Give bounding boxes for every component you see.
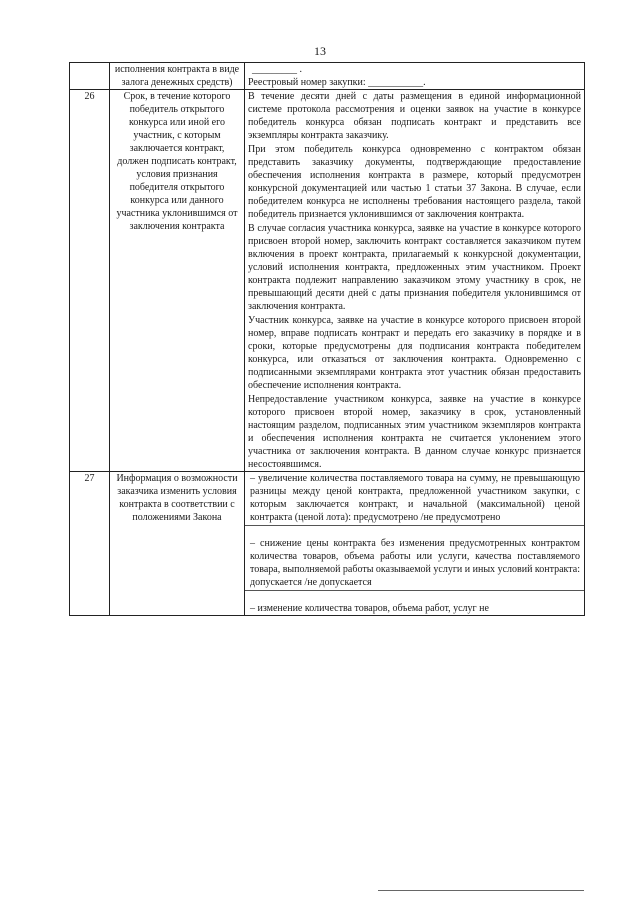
document-table <box>69 62 585 616</box>
page-number: 13 <box>314 44 326 58</box>
row-number: 26 <box>70 90 110 472</box>
row-number: 27 <box>70 472 110 616</box>
row-name: Срок, в течение которого победитель открытого конкурса или иной его участник, с которым заключается контракт, должен подписать контракт, условия признания победителя открытого конкурса или данного участника уклонившимся от заключения контракта <box>110 90 245 472</box>
row-content <box>245 472 585 616</box>
table-row-continuation <box>70 63 585 90</box>
paragraph: Участник конкурса, заявке на участие в конкурсе которого присвоен второй номер, вправе подписать контракт и передать его заказчику в порядке и в сроки, которые предусмотрены для подписания контракта победителем конкурса, или отказаться от заключения контракта. Одновременно с подписанными экземплярами контракта этот участник обязан предоставить обеспечение исполнения контракта. <box>248 315 581 391</box>
row-name: исполнения контракта в виде залога денежных средств) <box>110 63 245 90</box>
registry-number-line: Реестровый номер закупки: ___________. <box>248 77 426 88</box>
row-content <box>245 63 585 90</box>
spacer <box>245 527 584 537</box>
paragraph: При этом победитель конкурса одновременно с контрактом обязан представить заказчику документы, подтверждающие предоставление обеспечения исполнения контракта в размере, который предусмотрен конкурсной документацией или частью 1 статьи 37 Закона. В случае, если победителем конкурса не исполнены требования настоящего раздела, такой победитель признается уклонившимся от заключения контракта. <box>248 144 581 220</box>
paragraph: – изменение количества товаров, объема работ, услуг не <box>250 603 489 614</box>
paragraph: – снижение цены контракта без изменения предусмотренных контрактом количества товаров, объема работы или услуги, качества поставляемого товара, выполняемой работы оказываемой услуги и иных условий контракта: допускается /не допускается <box>245 537 584 591</box>
table-row-26 <box>70 90 585 472</box>
spacer <box>245 592 584 602</box>
table-row-27 <box>70 472 585 616</box>
blank-field: _________ . <box>252 64 302 75</box>
row-name: Информация о возможности заказчика изменить условия контракта в соответствии с положениями Закона <box>110 472 245 616</box>
row-number <box>70 63 110 90</box>
paragraph: – увеличение количества поставляемого товара на сумму, не превышающую разницы между ценой контракта, предложенной участником закупки, с которым заключается контракт, и начальной (максимальной) ценой контракта (ценой лота): предусмотрено /не предусмотрено <box>245 472 584 526</box>
paragraph: Непредоставление участником конкурса, заявке на участие в конкурсе которого присвоен второй номер, заказчику в срок, установленный настоящим разделом, подписанных этим участником экземпляров контракта и обеспечения исполнения контракта не считается уклонением этого участника от заключения контракта. В данном случае конкурс признается несостоявшимся. <box>248 394 581 470</box>
paragraph: В случае согласия участника конкурса, заявке на участие в конкурсе которого присвоен второй номер, заключить контракт составляется заказчиком путем включения в проект контракта, прилагаемый к конкурсной документации, условий исполнения контракта, предложенных этим участником. Проект контракта подлежит направлению заказчиком этому участнику в срок, не превышающий десяти дней с даты признания победителя уклонившимся от заключения контракта. <box>248 223 581 312</box>
paragraph: В течение десяти дней с даты размещения в единой информационной системе протокола рассмотрения и оценки заявок на участие в конкурсе победитель конкурса обязан подписать контракт и представить все экземпляры контракта заказчику. <box>248 91 581 141</box>
row-content <box>245 90 585 472</box>
footer-rule <box>378 890 584 891</box>
